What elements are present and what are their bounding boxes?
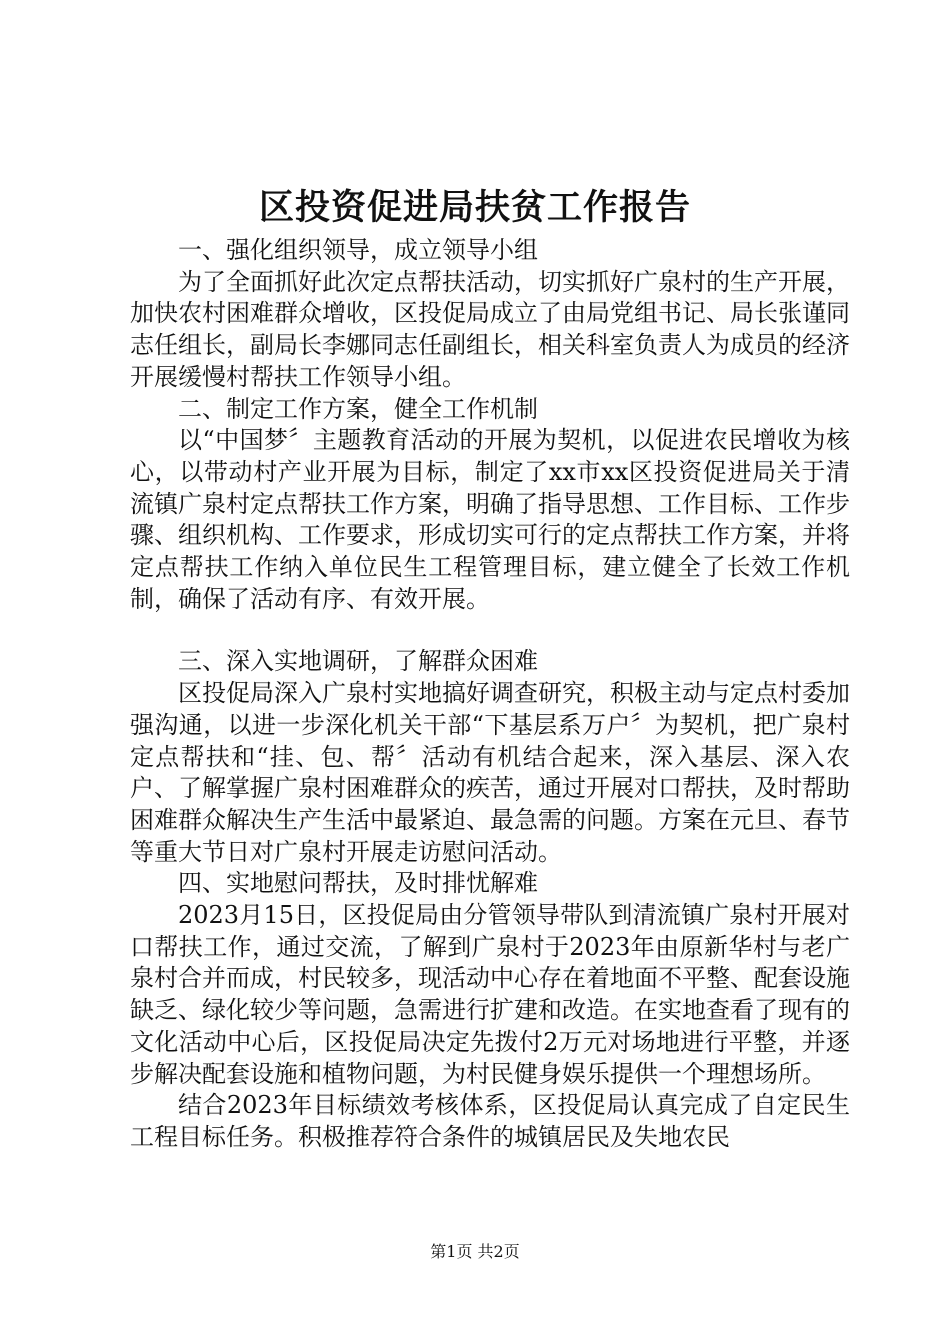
section-heading-4: 四、实地慰问帮扶，及时排忧解难 xyxy=(178,869,538,898)
section-paragraph-2: 以“中国梦〞主题教育活动的开展为契机，以促进农民增收为核心，以带动村产业开展为目标，制定了xx市xx区投资促进局关于清流镇广泉村定点帮扶工作方案，明确了指导思想、工作目标、工作步骤、组织机构、工作要求，形成切实可行的定点帮扶工作方案，并将定点帮扶工作纳入单位民生工程管理目标，建立健全了长效工作机制，确保了活动有序、有效开展。 xyxy=(130,426,850,613)
section-paragraph-1: 为了全面抓好此次定点帮扶活动，切实抓好广泉村的生产开展，加快农村困难群众增收，区投促局成立了由局党组书记、局长张谨同志任组长，副局长李娜同志任副组长，相关科室负责人为成员的经济开展缓慢村帮扶工作领导小组。 xyxy=(130,267,850,391)
section-paragraph-3: 区投促局深入广泉村实地搞好调查研究，积极主动与定点村委加强沟通，以进一步深化机关干部“下基层系万户〞为契机，把广泉村定点帮扶和“挂、包、帮〞活动有机结合起来，深入基层、深入农户、了解掌握广泉村困难群众的疾苦，通过开展对口帮扶，及时帮助困难群众解决生产生活中最紧迫、最急需的问题。方案在元旦、春节等重大节日对广泉村开展走访慰问活动。 xyxy=(130,679,850,866)
closing-paragraph: 结合2023年目标绩效考核体系，区投促局认真完成了自定民生工程目标任务。积极推荐符合条件的城镇居民及失地农民 xyxy=(130,1091,850,1151)
section-paragraph-4: 2023月15日，区投促局由分管领导带队到清流镇广泉村开展对口帮扶工作，通过交流，了解到广泉村于2023年由原新华村与老广泉村合并而成，村民较多，现活动中心存在着地面不平整、配套设施缺乏、绿化较少等问题，急需进行扩建和改造。在实地查看了现有的文化活动中心后，区投促局决定先拨付2万元对场地进行平整，并逐步解决配套设施和植物问题，为村民健身娱乐提供一个理想场所。 xyxy=(130,901,850,1088)
document-body xyxy=(130,235,850,1154)
section-heading-2: 二、制定工作方案，健全工作机制 xyxy=(178,394,538,423)
document-title: 区投资促进局扶贫工作报告 xyxy=(258,187,691,228)
section-heading-3: 三、深入实地调研，了解群众困难 xyxy=(178,647,538,676)
page-footer: 第1页 共2页 xyxy=(430,1242,520,1261)
section-heading-1: 一、强化组织领导，成立领导小组 xyxy=(178,236,538,264)
